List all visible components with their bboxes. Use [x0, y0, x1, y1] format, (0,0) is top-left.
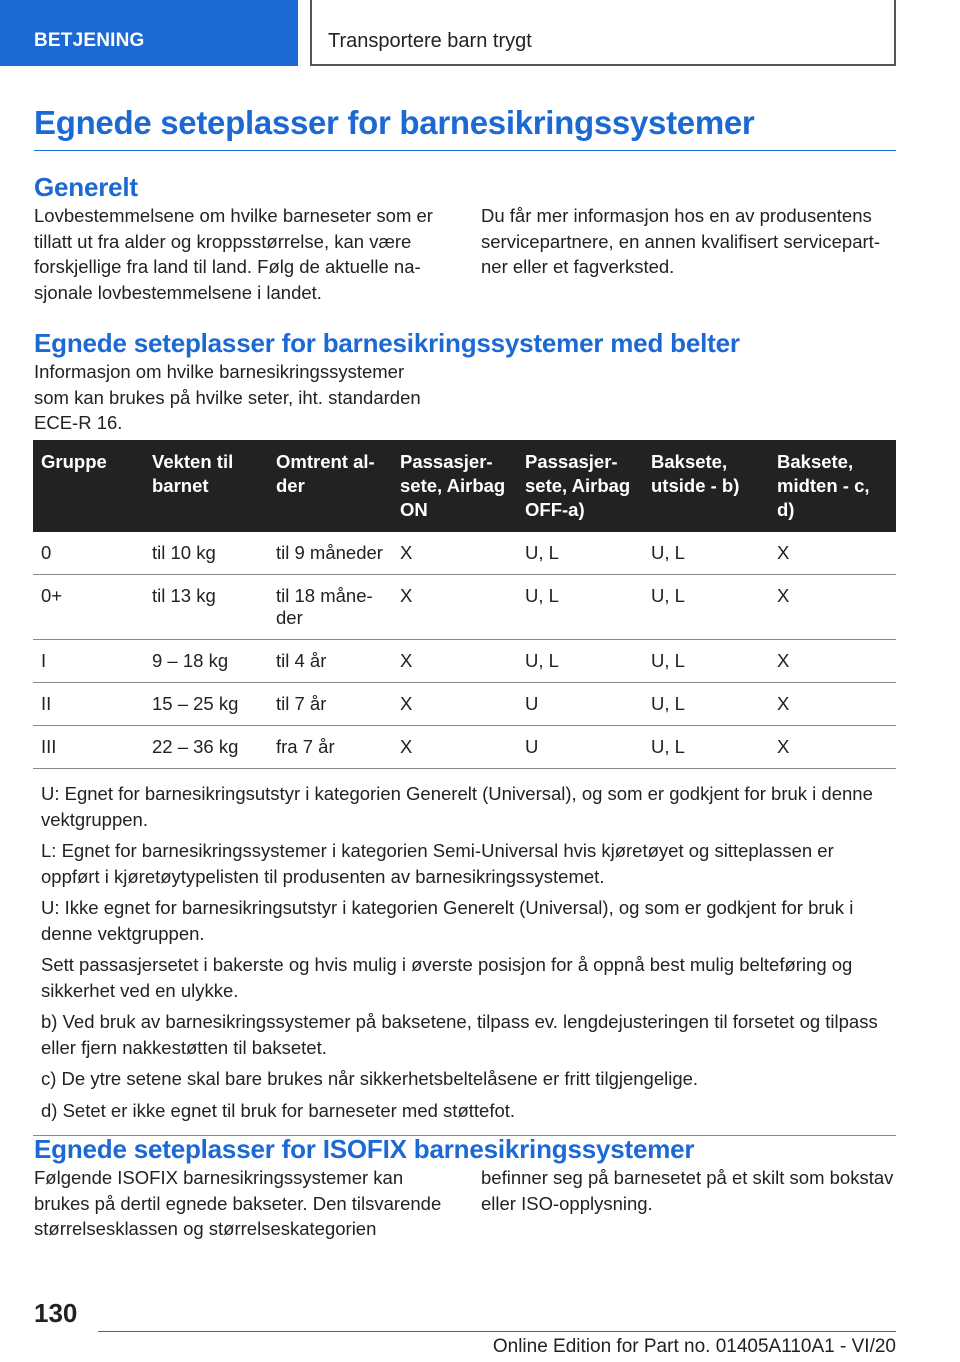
column-header: Omtrent alder	[268, 440, 392, 532]
column-header: Gruppe	[33, 440, 144, 532]
table-cell: U, L	[643, 575, 769, 640]
column-header: Vekten til barnet	[144, 440, 268, 532]
table-cell: X	[392, 726, 517, 769]
table-cell: U, L	[643, 683, 769, 726]
table-row	[33, 640, 896, 683]
footer-edition: Online Edition for Part no. 01405A110A1 - VI/20	[492, 1336, 896, 1357]
table-notes	[33, 769, 896, 1136]
table-cell: X	[769, 532, 896, 575]
belt-section-intro: Informasjon om hvilke barnesikringssystemer som kan brukes på hvilke seter, iht. standarden ECE-R 16.	[34, 361, 421, 433]
table-cell: 9 – 18 kg	[144, 640, 268, 683]
table-note: c) De ytre setene skal bare brukes når sikkerhetsbeltelåsene er fritt tilgjengelige.	[41, 1068, 699, 1089]
general-text-left: Lovbestemmelsene om hvilke barneseter som er tillatt ut fra alder og kroppsstørrelse, kan være forskjellige fra land til land. Følg de aktuelle nasjonale lovbestemmelsene i landet.	[34, 205, 433, 303]
table-cell: 0+	[33, 575, 144, 640]
column-header: Baksete, midten - c, d)	[769, 440, 896, 532]
table-row	[33, 532, 896, 575]
table-cell: U, L	[517, 575, 643, 640]
section-label: BETJENING	[0, 0, 298, 66]
page-title: Egnede seteplasser for barnesikringssystemer	[34, 104, 896, 151]
table-cell: U	[517, 726, 643, 769]
isofix-text-left: Følgende ISOFIX barnesikringssystemer kan brukes på dertil egnede bakseter. Den tilsvarende størrelsesklassen og størrelseskategorien	[34, 1167, 442, 1239]
table-cell: til 18 måneder	[268, 575, 392, 640]
table-cell: X	[769, 726, 896, 769]
table-cell: X	[392, 532, 517, 575]
table-note: U: Egnet for barnesikringsutstyr i kategorien Generelt (Universal), og som er godkjent for bruk i denne vektgruppen.	[41, 783, 873, 830]
heading-isofix: Egnede seteplasser for ISOFIX barnesikringssystemer	[34, 1134, 695, 1164]
footer-divider	[98, 1331, 896, 1332]
table-note: L: Egnet for barnesikringssystemer i kategorien Semi-Universal hvis kjøretøyet og sitteplassen er oppført i kjøretøytypelisten til produsenten av barnesikringssystemet.	[41, 840, 834, 887]
table-cell: X	[769, 640, 896, 683]
table-cell: II	[33, 683, 144, 726]
table-cell: X	[392, 640, 517, 683]
table-cell: X	[769, 575, 896, 640]
table-row	[33, 575, 896, 640]
page-header	[0, 0, 960, 66]
table-cell: 0	[33, 532, 144, 575]
column-header: Passasjersete, Airbag OFF-a)	[517, 440, 643, 532]
table-cell: X	[769, 683, 896, 726]
seat-suitability-table	[33, 440, 896, 1136]
isofix-text-right: befinner seg på barnesetet på et skilt som bokstav eller ISO-opplysning.	[481, 1167, 894, 1214]
page-number: 130	[34, 1298, 78, 1328]
table-cell: U, L	[643, 532, 769, 575]
table-notes-row	[33, 769, 896, 1136]
general-text-right: Du får mer informasjon hos en av produsentens servicepartnere, en annen kvalifisert servicepartner eller et fagverksted.	[481, 205, 880, 277]
column-header: Baksete, utside - b)	[643, 440, 769, 532]
table-cell: U, L	[643, 726, 769, 769]
column-header: Passasjersete, Airbag ON	[392, 440, 517, 532]
table-cell: til 10 kg	[144, 532, 268, 575]
table-note: Sett passasjersetet i bakerste og hvis mulig i øverste posisjon for å oppnå best mulig belteføring og sikkerhet ved en ulykke.	[41, 954, 853, 1001]
table-cell: U, L	[517, 532, 643, 575]
heading-belt-section: Egnede seteplasser for barnesikringssystemer med belter	[34, 328, 740, 358]
table-cell: til 9 måneder	[268, 532, 392, 575]
table-cell: III	[33, 726, 144, 769]
table-cell: X	[392, 575, 517, 640]
table-cell: til 7 år	[268, 683, 392, 726]
table-cell: X	[392, 683, 517, 726]
table-header-row	[33, 440, 896, 532]
table-cell: I	[33, 640, 144, 683]
chapter-title: Transportere barn trygt	[310, 0, 896, 66]
table-cell: U, L	[643, 640, 769, 683]
table-cell: fra 7 år	[268, 726, 392, 769]
table-cell: U	[517, 683, 643, 726]
heading-general: Generelt	[34, 172, 138, 202]
table-cell: til 4 år	[268, 640, 392, 683]
table-row	[33, 683, 896, 726]
table-cell: 15 – 25 kg	[144, 683, 268, 726]
table-cell: til 13 kg	[144, 575, 268, 640]
table-cell: U, L	[517, 640, 643, 683]
table-cell: 22 – 36 kg	[144, 726, 268, 769]
table-note: b) Ved bruk av barnesikringssystemer på baksetene, tilpass ev. lengdejusteringen til forsetet og tilpass eller fjern nakkestøtten til baksetet.	[41, 1011, 878, 1058]
table-note: U: Ikke egnet for barnesikringsutstyr i kategorien Generelt (Universal), og som er godkjent for bruk i denne vektgruppen.	[41, 897, 854, 944]
table-row	[33, 726, 896, 769]
table-note: d) Setet er ikke egnet til bruk for barneseter med støttefot.	[41, 1099, 516, 1121]
